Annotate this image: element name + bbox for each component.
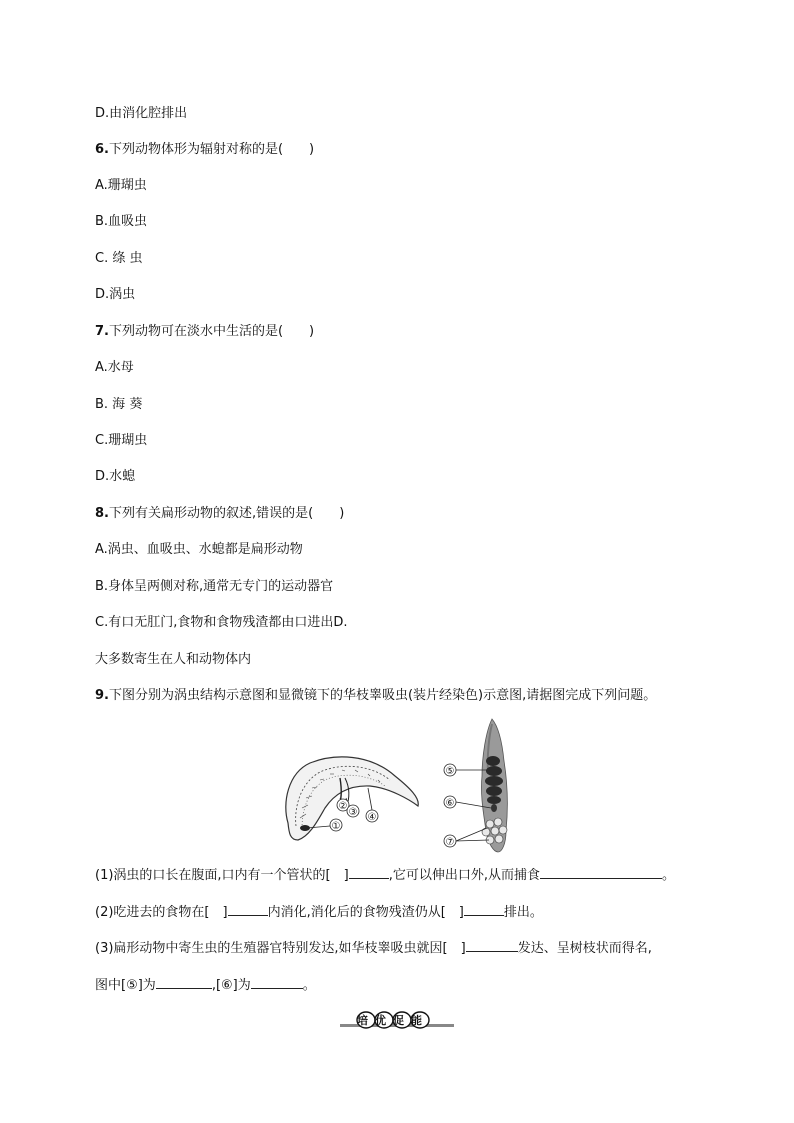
label-7: ⑦ bbox=[445, 837, 455, 848]
q9-sub2-blank-1[interactable] bbox=[228, 902, 268, 916]
label-1: ① bbox=[331, 821, 341, 832]
q9-sub3-text-a: (3)扁形动物中寄生虫的生殖器官特别发达,如华枝睾吸虫就因[ ] bbox=[95, 941, 466, 956]
q9-sub3-blank-3[interactable] bbox=[251, 975, 303, 989]
q9-stem bbox=[95, 687, 656, 705]
q9-sub3-line2-text-b: ,[⑥]为 bbox=[211, 978, 251, 993]
q9-sub2-text-a: (2)吃进去的食物在[ ] bbox=[95, 905, 228, 920]
q9-sub1-blank-2[interactable] bbox=[540, 865, 662, 879]
q6-option-b: B.血吸虫 bbox=[95, 214, 148, 229]
label-3: ③ bbox=[348, 807, 358, 818]
q9-number: 9. bbox=[95, 688, 109, 703]
q9-sub3-line2-text-c: 。 bbox=[302, 978, 316, 993]
section-footer-text: 培优促能 bbox=[357, 1014, 429, 1027]
q9-sub3-text-b: 发达、呈树枝状而得名, bbox=[517, 941, 652, 956]
q9-sub2-blank-2[interactable] bbox=[464, 902, 504, 916]
q9-sub1-text-b: ,它可以伸出口外,从而捕食 bbox=[388, 868, 540, 883]
label-6: ⑥ bbox=[445, 798, 455, 809]
q9-sub3-line2-text-a: 图中[⑤]为 bbox=[95, 978, 156, 993]
q9-sub1-blank-1[interactable] bbox=[349, 865, 389, 879]
q9-sub3 bbox=[95, 938, 652, 958]
q9-sub2-text-c: 排出。 bbox=[503, 905, 543, 920]
q7-stem bbox=[95, 323, 314, 341]
q5-option-d: D.由消化腔排出 bbox=[95, 106, 188, 121]
q9-stem-text: 下图分别为涡虫结构示意图和显微镜下的华枝睾吸虫(装片经染色)示意图,请据图完成下列问题。 bbox=[108, 688, 657, 703]
section-footer-badge bbox=[340, 1011, 454, 1029]
q7-stem-text: 下列动物可在淡水中生活的是( ) bbox=[108, 324, 315, 339]
q9-sub3-blank-1[interactable] bbox=[466, 938, 518, 952]
label-5: ⑤ bbox=[445, 766, 455, 777]
planarian-diagram bbox=[280, 748, 430, 848]
q8-number: 8. bbox=[95, 506, 109, 521]
label-2: ② bbox=[338, 801, 348, 812]
q6-option-c: C. 绦 虫 bbox=[95, 251, 143, 266]
q8-stem-text: 下列有关扁形动物的叙述,错误的是( ) bbox=[108, 506, 345, 521]
q6-option-a: A.珊瑚虫 bbox=[95, 178, 147, 193]
q9-sub3-line2 bbox=[95, 975, 316, 995]
q8-stem bbox=[95, 505, 344, 523]
q6-number: 6. bbox=[95, 142, 109, 157]
q6-stem bbox=[95, 141, 314, 159]
q8-option-d: 大多数寄生在人和动物体内 bbox=[95, 652, 252, 667]
q6-option-d: D.涡虫 bbox=[95, 287, 136, 302]
q7-number: 7. bbox=[95, 324, 109, 339]
q9-sub1-text-a: (1)涡虫的口长在腹面,口内有一个管状的[ ] bbox=[95, 868, 349, 883]
liver-fluke-diagram bbox=[440, 716, 520, 856]
q9-sub1-text-c: 。 bbox=[661, 868, 675, 883]
label-4: ④ bbox=[367, 812, 377, 823]
q9-sub2 bbox=[95, 902, 543, 922]
q9-sub3-blank-2[interactable] bbox=[156, 975, 212, 989]
q7-option-c: C.珊瑚虫 bbox=[95, 433, 148, 448]
q9-sub2-text-b: 内消化,消化后的食物残渣仍从[ ] bbox=[267, 905, 464, 920]
q8-option-a: A.涡虫、血吸虫、水螅都是扁形动物 bbox=[95, 542, 303, 557]
q8-option-b: B.身体呈两侧对称,通常无专门的运动器官 bbox=[95, 579, 334, 594]
q9-sub1 bbox=[95, 865, 675, 885]
q8-option-c: C.有口无肛门,食物和食物残渣都由口进出D. bbox=[95, 615, 348, 630]
q6-stem-text: 下列动物体形为辐射对称的是( ) bbox=[108, 142, 315, 157]
q7-option-b: B. 海 葵 bbox=[95, 397, 143, 412]
q7-option-a: A.水母 bbox=[95, 360, 134, 375]
q7-option-d: D.水螅 bbox=[95, 469, 136, 484]
